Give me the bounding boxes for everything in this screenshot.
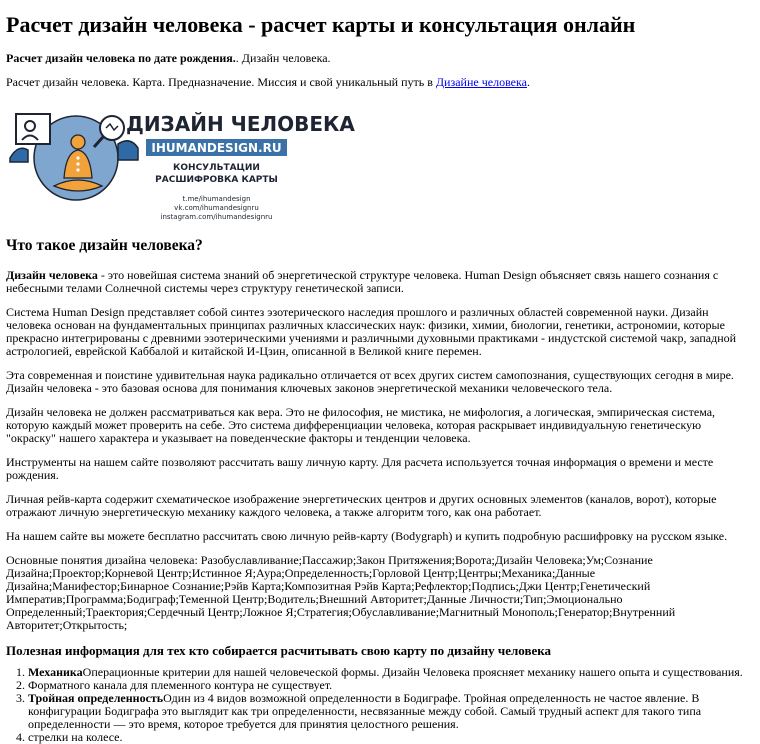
subtitle-text: Расчет дизайн человека. Карта. Предназначение. Миссия и свой уникальный путь в [6,75,436,89]
subtitle-paragraph [6,76,754,89]
info-list [6,666,754,744]
intro-bold: Расчет дизайн человека по дате рождения. [6,51,236,65]
section1-p5: Инструменты на нашем сайте позволяют рассчитать вашу личную карту. Для расчета используется точная информация о времени и месте рождения. [6,455,714,482]
p1-bold: Дизайн человека [6,268,98,282]
section1-p7: На нашем сайте вы можете бесплатно рассчитать свою личную рейв-карту (Bodygraph) и купить подробную расшифровку на русском языке. [6,529,728,543]
section1-p4: Дизайн человека не должен рассматриваться как вера. Это не философия, не мистика, не мифология, а логическая, эмпирическая система, которую каждый может проверить на себе. Это система дифференциации человека, которая раскрывает индивидуальную генетическую "окраску" нашего характера и указывает на поведенческие факторы и тенденции человека. [6,405,716,445]
list-item-bold: Механика [28,665,83,679]
section2-heading: Полезная информация для тех кто собирается расчитывать свою карту по дизайну человека [6,643,552,658]
section1-p3: Эта современная и поистине удивительная наука радикально отличается от всех других систем самопознания, существующих сегодня в мире. Дизайн человека - это базовая основа для понимания ключевых законов энергетической механики человеческого тела. [6,368,734,395]
list-item [28,731,754,744]
section1-p6: Личная рейв-карта содержит схематическое изображение энергетических центров и других основных элементов (каналов, ворот), которые отражают личную энергетическую механику каждого человека, а также алгоритм того, как она работает. [6,492,717,519]
intro-paragraph [6,52,754,65]
banner-site: IHUMANDESIGN.RU [151,141,282,155]
section1-p8: Основные понятия дизайна человека: Разобуславливание;Пассажир;Закон Притяжения;Ворота;Дизайн Человека;Ум;Сознание Дизайна;Проектор;Корневой Центр;Истинное Я;Аура;Определенность;Горловой Центр;Центры;Механика;Данные Дизайна;Манифестор;Бинарное Сознание;Рэйв Карта;Композитная Рэйв Карта;Рефлектор;Подпись;Джи Центр;Генетический Императив;Программа;Бодиграф;Теменной Центр;Водитель;Внешний Авторитет;Данные Личности;Тип;Эмоционально Определенный;Траектория;Сердечный Центр;Ложное Я;Стратегия;Обуславливание;Магнитный Монополь;Генератор;Внутренний Авторитет;Открытость; [6,553,676,632]
page-title: Расчет дизайн человека - расчет карты и консультация онлайн [6,12,636,37]
section1-p2: Система Human Design представляет собой синтез эзотерического наследия прошлого и различных областей современной науки. Дизайн человека основан на фундаментальных принципах различных классических наук: физики, химии, биологии, генетики, астрономии, которые прекрасно интегрированы с древними эзотерическими учениями и различными духовными практиками - индустской системой чакр, западной астрологией, еврейской Каббалой и китайской И-Цзин, описанной в Великой книге перемен. [6,305,737,358]
banner-line1: КОНСУЛЬТАЦИИ [173,163,260,173]
banner-image [6,100,355,223]
banner-line2: РАСШИФРОВКА КАРТЫ [155,175,278,185]
banner-contact1: t.me/ihumandesign [182,195,251,203]
banner-contact2: vk.com/ihumandesignru [174,204,259,212]
list-item-text: Один из 4 видов возможной определенности в Бодиграфе. Тройная определенность не частое явление. В конфигурации Бодиграфа это выглядит как три определенности, несвязанные между собой. Самый трудный аспект для такого типа определенности — это время, которое требуется для принятия целостного решения. [28,691,702,731]
human-design-link[interactable]: Дизайне человека [435,75,527,89]
list-item-text: Форматного канала для племенного контура не существует. [28,678,333,692]
intro-rest: . Дизайн человека. [235,51,331,65]
p1-rest: - это новейшая система знаний об энергетической структуре человека. Human Design объясняет связь нашего сознания с небесными телами Солнечной системы через структуру генетической записи. [6,268,719,295]
section1-heading: Что такое дизайн человека? [6,237,203,254]
banner-contact3: instagram.com/ihumandesignru [160,213,273,221]
list-item-text: Операционные критерии для нашей человеческой формы. Дизайн Человека проясняет механику нашего опыта и существования. [82,665,743,679]
banner-heading: ДИЗАЙН ЧЕЛОВЕКА [126,112,355,136]
list-item-bold: Тройная определенность [28,691,164,705]
list-item [28,692,754,731]
list-item-text: стрелки на колесе. [28,730,123,744]
section1-p1 [6,269,754,295]
subtitle-end: . [526,75,530,89]
